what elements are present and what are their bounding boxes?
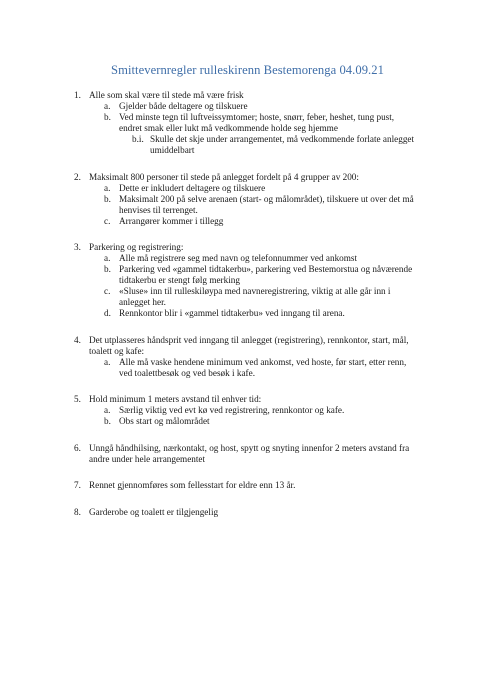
list-item-text: toalett og kafe:	[89, 345, 145, 356]
sub-item-text: Særlig viktig ved evt kø ved registrering, rennkontor og kafe.	[119, 405, 345, 415]
sub-item-marker: c.	[104, 215, 111, 226]
list-item-text: Maksimalt 800 personer til stede på anlegget fordelt på 4 grupper av 200:	[89, 171, 359, 182]
list-item-number: 7.	[74, 480, 81, 490]
list-item-text: Hold minimum 1 meters avstand til enhver tid:	[89, 394, 262, 404]
sub-item-text: tidtakerbu er stengt følg merking	[119, 275, 240, 285]
sub-item-text: ved toalettbesøk og ved besøk i kafe.	[119, 367, 255, 378]
list-item-text: Det utplasseres håndsprit ved inngang til anlegget (registrering), rennkontor, start, mål,	[89, 334, 409, 345]
list-item-text: Garderobe og toalett er tilgjengelig	[89, 506, 219, 517]
sub-sub-item-text: Skulle det skje under arrangementet, må vedkommende forlate anlegget	[150, 134, 415, 144]
sub-item-text: Ved minste tegn til luftveissymtomer; hoste, snørr, feber, heshet, tung pust,	[119, 112, 395, 122]
sub-item-marker: b.	[104, 264, 111, 274]
list-item-number: 4.	[74, 334, 81, 345]
sub-item-text: henvises til terrenget.	[119, 204, 198, 215]
sub-item-text: Arrangører kommer i tillegg	[119, 215, 224, 226]
sub-item-marker: a.	[104, 182, 111, 193]
sub-item-text: Gjelder både deltagere og tilskuere	[119, 101, 248, 111]
sub-item-marker: b.	[104, 416, 111, 426]
sub-item-text: endret smak eller lukt må vedkommende holde seg hjemme	[119, 123, 338, 133]
list-item-number: 5.	[74, 394, 81, 404]
sub-item-marker: b.	[104, 193, 111, 204]
list-item-text: Alle som skal være til stede må være frisk	[89, 90, 244, 100]
sub-item-text: Rennkontor blir i «gammel tidtakerbu» ved inngang til arena.	[119, 308, 345, 318]
list-item-number: 1.	[74, 90, 81, 100]
list-item-number: 3.	[74, 242, 81, 252]
list-item-text: Rennet gjennomføres som fellesstart for eldre enn 13 år.	[89, 480, 296, 490]
list-item-number: 2.	[74, 171, 81, 182]
list-item-text: Unngå håndhilsing, nærkontakt, og host, spytt og snyting innenfor 2 meters avstand fra	[89, 442, 410, 453]
sub-item-text: Parkering ved «gammel tidtakerbu», parkering ved Bestemorstua og nåværende	[119, 264, 413, 274]
sub-item-text: Dette er inkludert deltagere og tilskuere	[119, 182, 266, 193]
sub-item-marker: a.	[104, 356, 111, 367]
sub-item-marker: c.	[104, 286, 111, 296]
sub-item-text: Obs start og målområdet	[119, 416, 210, 426]
sub-item-marker: a.	[104, 405, 111, 415]
sub-item-marker: a.	[104, 101, 111, 111]
sub-item-marker: a.	[104, 253, 111, 263]
sub-item-marker: b.	[104, 112, 111, 122]
list-item-text: Parkering og registrering:	[89, 242, 184, 252]
sub-sub-item-text: umiddelbart	[150, 145, 195, 155]
sub-item-text: Alle må vaske hendene minimum ved ankomst, ved hoste, før start, etter renn,	[119, 356, 407, 367]
list-item-number: 8.	[74, 506, 81, 517]
sub-item-text: anlegget her.	[119, 297, 166, 307]
list-item-number: 6.	[74, 442, 81, 453]
list-item-text: andre under hele arrangementet	[89, 453, 206, 464]
sub-item-text: Alle må registrere seg med navn og telefonnummer ved ankomst	[119, 253, 358, 263]
sub-sub-item-marker: b.i.	[132, 134, 144, 144]
sub-item-marker: d.	[104, 308, 111, 318]
document-title: Smittevernregler rulleskirenn Bestemorenga 04.09.21	[111, 63, 384, 77]
sub-item-text: Maksimalt 200 på selve arenaen (start- og målområdet), tilskuere ut over det må	[119, 193, 414, 204]
sub-item-text: «Sluse» inn til rulleskiløypa med navneregistrering, viktig at alle går inn i	[119, 286, 391, 296]
